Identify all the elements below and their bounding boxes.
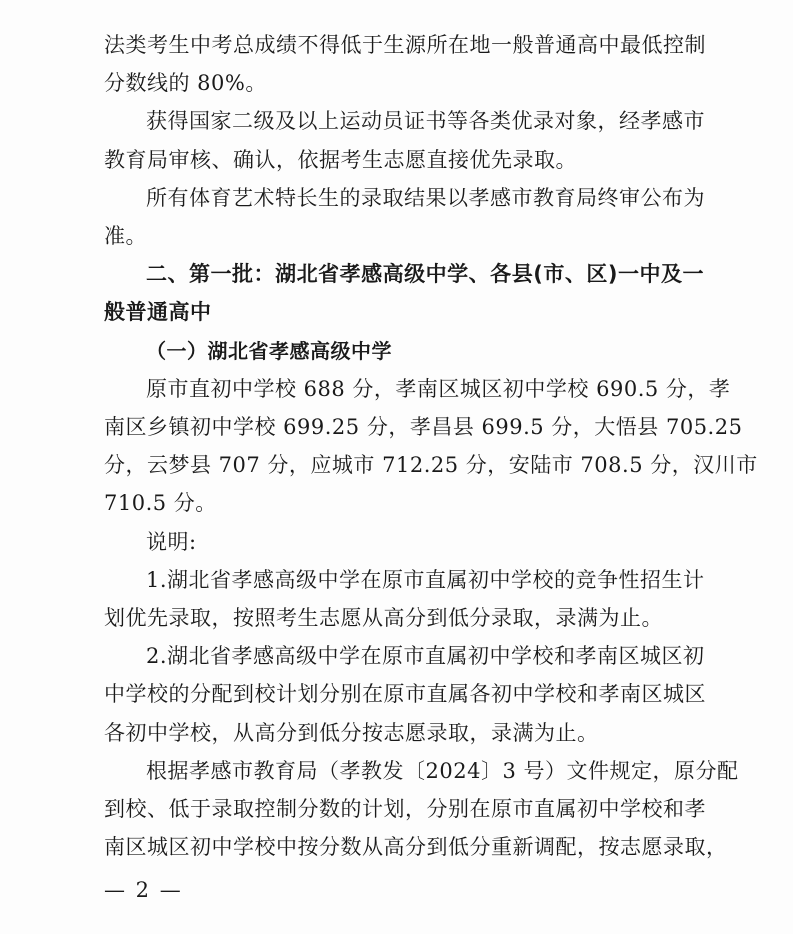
body-line: 原市直初中学校 688 分，孝南区城区初中学校 690.5 分，孝 bbox=[146, 376, 731, 401]
body-line: 2.湖北省孝感高级中学在原市直属初中学校和孝南区城区初 bbox=[146, 644, 705, 669]
body-line: 中学校的分配到校计划分别在原市直属各初中学校和孝南区城区 bbox=[104, 682, 706, 707]
body-line: 划优先录取，按照考生志愿从高分到低分录取，录满为止。 bbox=[104, 606, 663, 630]
page-number: — 2 — bbox=[104, 878, 183, 903]
body-line: 到校、低于录取控制分数的计划，分别在原市直属初中学校和孝 bbox=[104, 797, 706, 821]
subsection-heading: （一）湖北省孝感高级中学 bbox=[146, 338, 392, 363]
body-line: 南区乡镇初中学校 699.25 分，孝昌县 699.5 分，大悟县 705.25 bbox=[104, 415, 743, 439]
body-line: 所有体育艺术特长生的录取结果以孝感市教育局终审公布为 bbox=[146, 185, 705, 210]
section-heading: 二、第一批：湖北省孝感高级中学、各县(市、区)一中及一 bbox=[146, 262, 704, 287]
body-line: 说明: bbox=[146, 529, 197, 554]
body-line: 获得国家二级及以上运动员证书等各类优录对象，经孝感市 bbox=[146, 109, 705, 134]
section-heading: 般普通高中 bbox=[104, 300, 212, 325]
body-line: 法类考生中考总成绩不得低于生源所在地一般普通高中最低控制 bbox=[104, 33, 706, 57]
body-line: 1.湖北省孝感高级中学在原市直属初中学校的竞争性招生计 bbox=[146, 567, 705, 592]
body-line: 教育局审核、确认，依据考生志愿直接优先录取。 bbox=[104, 147, 577, 172]
body-line: 根据孝感市教育局（孝教发〔2024〕3 号）文件规定，原分配 bbox=[146, 758, 739, 783]
body-line: 分数线的 80%。 bbox=[104, 71, 267, 96]
body-line: 准。 bbox=[104, 224, 147, 248]
body-line: 710.5 分。 bbox=[104, 491, 217, 516]
body-line: 南区城区初中学校中按分数从高分到低分重新调配，按志愿录取， bbox=[104, 835, 728, 860]
body-line: 分，云梦县 707 分，应城市 712.25 分，安陆市 708.5 分，汉川市 bbox=[104, 453, 758, 478]
body-line: 各初中学校，从高分到低分按志愿录取，录满为止。 bbox=[104, 720, 599, 745]
